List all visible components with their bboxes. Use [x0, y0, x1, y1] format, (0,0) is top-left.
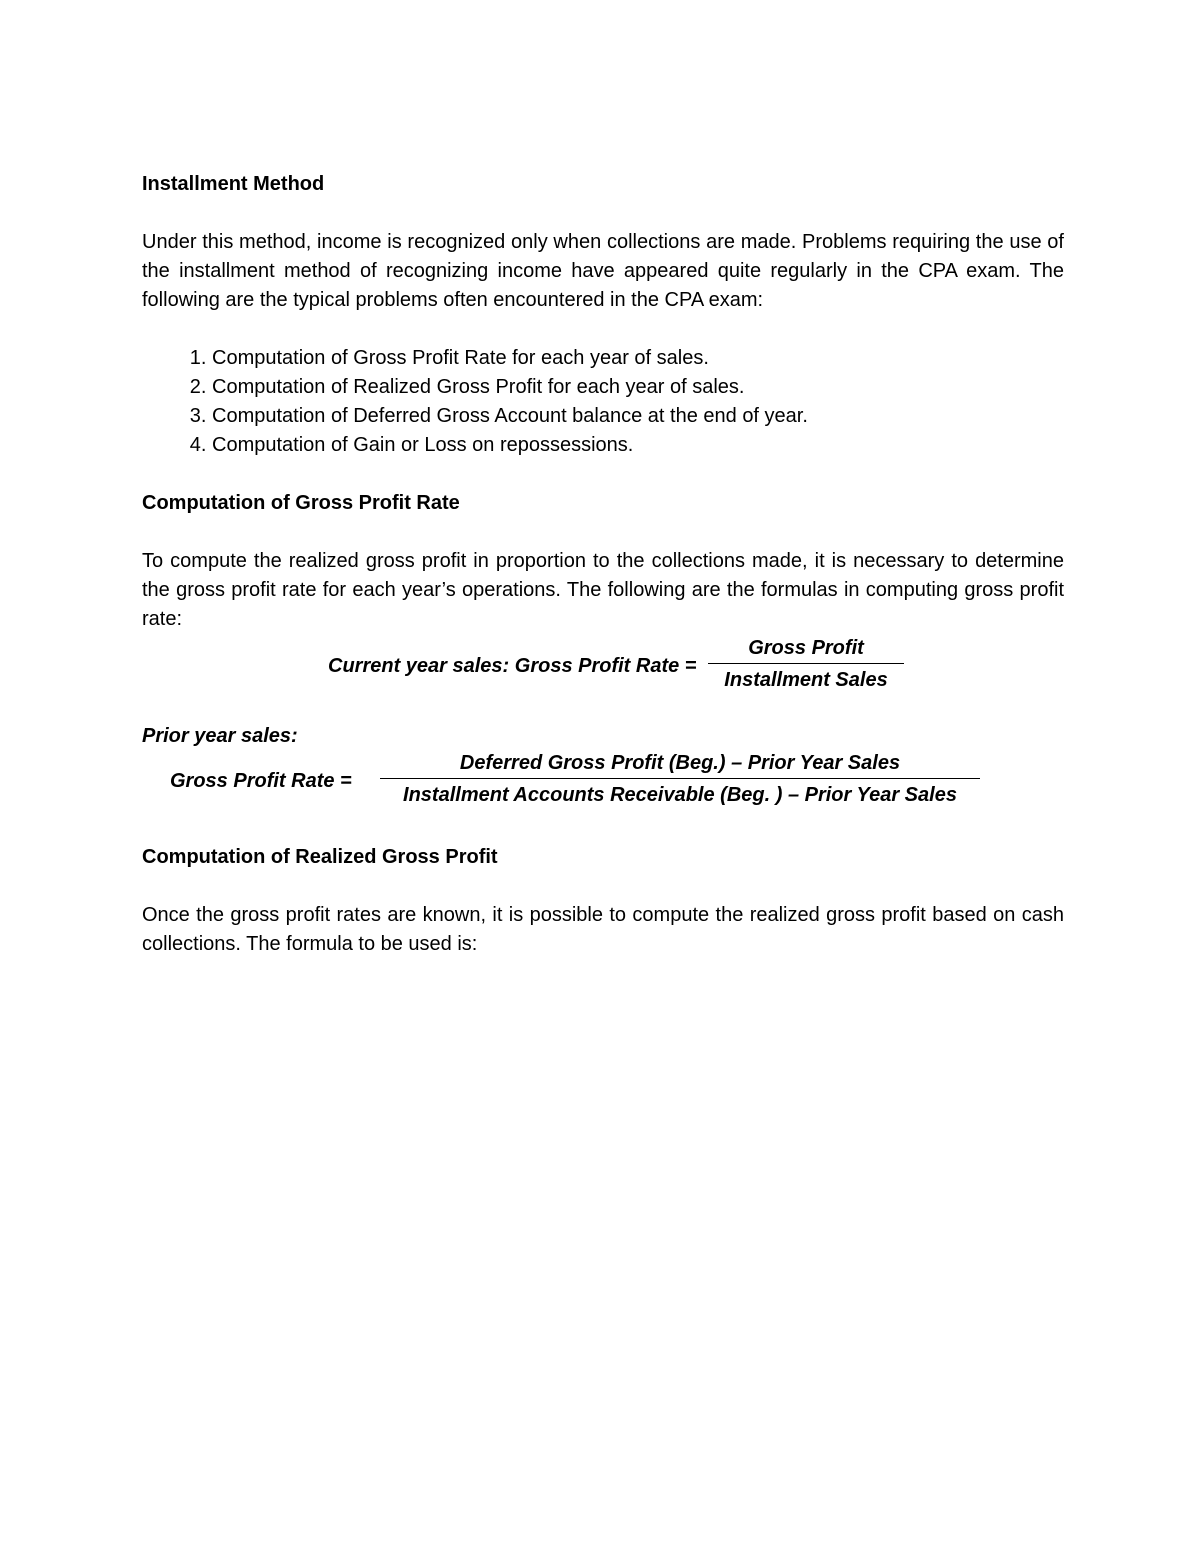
intro-paragraph: Under this method, income is recognized only when collections are made. Problems requiring the use of the installment method of recognizing income have appeared quite regularly in the CPA exam. The following are the typical problems often encountered in the CPA exam:	[142, 231, 1064, 311]
fraction-bar	[708, 663, 904, 664]
realized-gross-profit-paragraph: Once the gross profit rates are known, it is possible to compute the realized gross profit based on cash collections. The formula to be used is:	[142, 904, 1064, 955]
fraction-numerator: Gross Profit	[748, 637, 864, 659]
problems-list	[142, 344, 1064, 460]
fraction-bar	[380, 778, 980, 779]
list-item: 3. Computation of Deferred Gross Account balance at the end of year.	[212, 402, 1064, 431]
prior-year-fraction	[380, 749, 980, 809]
spacer	[142, 460, 1064, 489]
fraction-denominator: Installment Sales	[724, 669, 888, 691]
fraction-numerator: Deferred Gross Profit (Beg.) – Prior Year Sales	[459, 752, 901, 774]
document-title: Installment Method	[142, 173, 325, 195]
spacer	[142, 813, 1064, 843]
document-body	[142, 170, 1064, 959]
current-year-formula-label: Current year sales: Gross Profit Rate =	[328, 655, 697, 677]
spacer	[142, 199, 1064, 228]
spacer	[142, 315, 1064, 344]
prior-year-label: Prior year sales:	[142, 725, 298, 747]
fraction-denominator: Installment Accounts Receivable (Beg. ) – Prior Year Sales	[403, 784, 957, 806]
prior-year-formula	[142, 751, 1064, 813]
section-heading-realized-gross-profit: Computation of Realized Gross Profit	[142, 846, 498, 868]
prior-year-formula-label: Gross Profit Rate =	[170, 770, 352, 792]
spacer	[142, 872, 1064, 901]
gross-profit-rate-paragraph: To compute the realized gross profit in proportion to the collections made, it is necessary to determine the gross profit rate for each year’s operations. The following are the formulas in computing gross profit rate:	[142, 550, 1064, 630]
section-heading-gross-profit-rate: Computation of Gross Profit Rate	[142, 492, 460, 514]
list-item: 1. Computation of Gross Profit Rate for each year of sales.	[212, 344, 1064, 373]
current-year-fraction	[708, 634, 904, 694]
spacer	[142, 696, 1064, 722]
list-item: 4. Computation of Gain or Loss on repossessions.	[212, 431, 1064, 460]
spacer	[142, 518, 1064, 547]
list-item: 2. Computation of Realized Gross Profit for each year of sales.	[212, 373, 1064, 402]
current-year-formula	[142, 638, 1064, 696]
